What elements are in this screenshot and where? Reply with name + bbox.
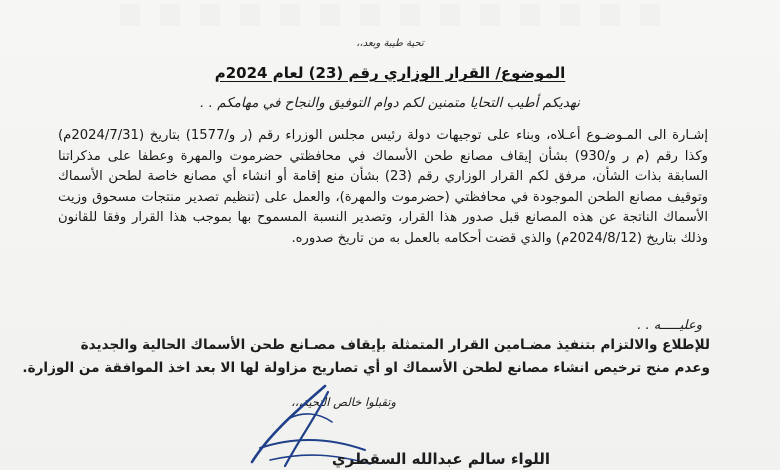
opening-line: نهديكم أطيب التحايا متمنين لكم دوام التوفيق والنجاح في مهامكم . .	[200, 95, 580, 111]
signer-name: اللواء سالم عبدالله السقطري	[331, 450, 550, 468]
faded-letterhead	[120, 4, 680, 26]
subject-heading: الموضوع/ القرار الوزاري رقم (23) لعام 2024م	[214, 64, 566, 82]
greeting-line: تحية طيبة وبعد،،	[356, 38, 424, 49]
wa-alayh-line: وعليـــــه . .	[637, 318, 702, 333]
directive-line-1: للإطلاع والالتزام بتنفيذ مضـامين القرار المتمثلة بإيقاف مصـانع طحن الأسماك الحالية والجديدة	[80, 337, 710, 353]
directive-line-2: وعدم منح ترخيص انشاء مصانع لطحن الأسماك او أي تصاريح مزاولة لها الا بعد اخذ الموافقة من الوزارة.	[22, 360, 710, 376]
closing-line: وتقبلوا خالص التحية،،،	[291, 395, 396, 409]
body-paragraph: إشـارة الى المـوضـوع أعـلاه، وبناء على توجيهات دولة رئيس مجلس الوزراء رقم (ر و/1577) بتاريخ (2024/7/31م) وكذا رقم (م ر و/930) بشأن إيقاف مصانع طحن الأسماك في محافظتي حضرموت والمهرة وعطفا على مذكراتنا السابقة بذات الشأن، مرفق لكم القرار الوزاري رقم (23) بشأن منع إقامة أو انشاء أي مصانع خاصة لطحن الأسماك وتوقيف مصانع الطحن الموجودة في محافظتي (حضرموت والمهرة)، والعمل على (تنظيم تصدير منتجات مسحوق وزيت الأسماك الناتجة عن هذه المصانع قبل صدور هذا القرار، وتصدير النسبة المسموح بها بموجب هذا القرار وفقا للقانون وذلك بتاريخ (2024/8/12م) والذي قضت أحكامه بالعمل به من تاريخ صدوره.	[58, 128, 709, 246]
